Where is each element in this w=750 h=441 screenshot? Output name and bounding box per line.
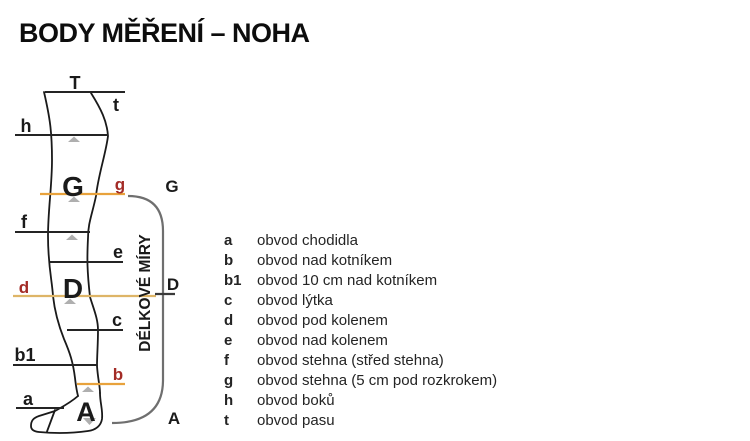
label-f: f <box>21 212 27 232</box>
label-c: c <box>111 310 123 330</box>
legend-row-c <box>224 291 497 311</box>
legend-description: obvod stehna (5 cm pod rozkrokem) <box>257 372 498 389</box>
label-t: t <box>113 95 119 115</box>
legend-row-b1 <box>224 271 497 291</box>
legend-description: obvod boků <box>257 392 335 409</box>
label-d: d <box>18 278 30 297</box>
legend-row-a <box>224 231 497 251</box>
legend-description: obvod chodidla <box>257 232 358 249</box>
legend-description: obvod stehna (střed stehna) <box>257 352 444 369</box>
bracket-label-A: A <box>167 409 181 428</box>
legend <box>224 231 497 431</box>
label-g: g <box>114 175 126 194</box>
page-title: BODY MĚŘENÍ – NOHA <box>19 18 310 48</box>
marker-h-icon <box>68 137 80 143</box>
legend-letter: g <box>224 372 234 389</box>
bracket-labels <box>165 177 180 428</box>
legend-letter: b <box>224 252 234 269</box>
label-a: a <box>22 389 34 409</box>
legend-letter: f <box>224 352 229 369</box>
marker-b-icon <box>82 387 94 393</box>
label-h: h <box>20 116 32 136</box>
leg-measurement-diagram <box>0 0 210 441</box>
legend-letter: a <box>224 232 233 249</box>
label-D-big: D <box>62 273 84 304</box>
legend-description: obvod pod kolenem <box>257 312 388 329</box>
bracket-label-D: D <box>166 275 180 294</box>
legend-letter: d <box>224 312 234 329</box>
legend-row-b <box>224 251 497 271</box>
legend-letter: e <box>224 332 233 349</box>
bracket-label-G: G <box>165 177 179 196</box>
legend-row-e <box>224 331 497 351</box>
label-G-big: G <box>62 171 84 202</box>
legend-letter: h <box>224 392 234 409</box>
legend-description: obvod 10 cm nad kotníkem <box>257 272 438 289</box>
legend-row-h <box>224 391 497 411</box>
legend-letter: c <box>224 292 233 309</box>
label-b: b <box>112 365 124 384</box>
length-measures-title: DÉLKOVÉ MÍRY <box>137 234 154 352</box>
legend-description: obvod nad kotníkem <box>257 252 393 269</box>
legend-row-f <box>224 351 497 371</box>
legend-row-t <box>224 411 497 431</box>
legend-description: obvod lýtka <box>257 292 333 309</box>
legend-row-g <box>224 371 497 391</box>
legend-row-d <box>224 311 497 331</box>
legend-letter: b1 <box>224 272 242 289</box>
legend-letter: t <box>224 412 229 429</box>
legend-description: obvod nad kolenem <box>257 332 388 349</box>
label-T: T <box>69 73 81 93</box>
leg-front-contour <box>87 93 108 393</box>
marker-f-icon <box>66 235 78 241</box>
label-e: e <box>112 242 124 262</box>
legend-description: obvod pasu <box>257 412 335 429</box>
label-b1: b1 <box>14 345 36 365</box>
label-A-big: A <box>76 397 96 427</box>
